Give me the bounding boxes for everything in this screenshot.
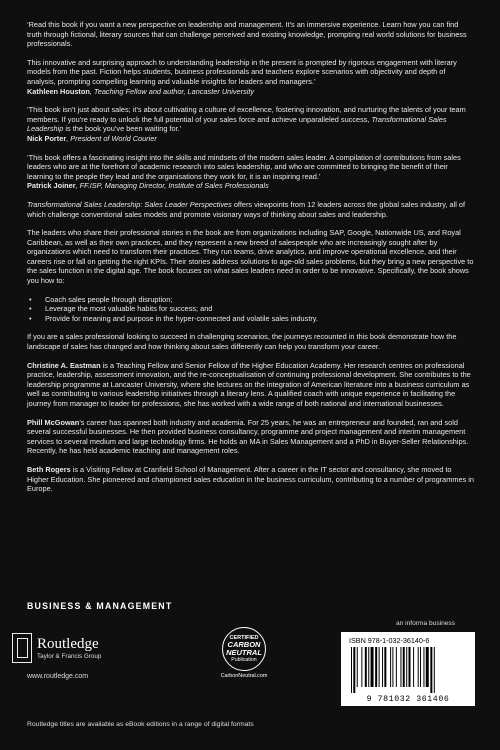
quote-1-role: , Teaching Fellow and author, Lancaster University — [89, 86, 255, 96]
author-bio-3 — [27, 465, 475, 494]
publisher-group: Taylor & Francis Group — [37, 652, 102, 660]
quote-2-text-end: is the book you’ve been waiting for.’ — [63, 124, 182, 134]
closing-paragraph: If you are a sales professional looking to succeed in challenging scenarios, the journeys recounted in this book demonstrate how the landscape of sales has changed and how thinking about sales differently can help you transform your career. — [27, 332, 457, 352]
intro-text: offers viewpoints from 12 leaders across the global sales industry, all of which challenge conventional sales models and promote visionary ways of thinking about sales and leadership. — [27, 199, 466, 219]
author-bio-text: is a Visiting Fellow at Cranfield School of Management. After a career in the IT sector and consultancy, she moved to Higher Education. She pioneered and championed sales education in the business curriculum, contributing to a number of programmes in Europe. — [27, 464, 475, 494]
publisher-website: www.routledge.com — [27, 673, 89, 680]
review-quote-2 — [27, 105, 475, 143]
ebook-footer-note: Routledge titles are available as eBook editions in a range of digital formats — [27, 721, 254, 728]
review-quote-3 — [27, 153, 475, 191]
carbon-line-3: NEUTRAL — [226, 648, 262, 657]
list-item: • Coach sales people through disruption; — [27, 295, 475, 305]
author-bio-text: ’s career has spanned both industry and academia. For 25 years, he was an entrepreneur and founded, ran and sold several successful businesses. He then provided business consultancy, programme and project management and interim management services to several medium and large technology firms. He holds an MA in Sales Management and a PhD in Buyer-Seller Relationships. Recently, he has held academic teaching and management roles. — [27, 417, 469, 456]
quote-2-name: Nick Porter — [27, 133, 67, 143]
body-paragraph: The leaders who share their professional stories in the book are from organizations including SAP, Google, Nationwide US, and Royal Caribbean, as well as their own practices, and they represent a new breed of salespeople who are increasingly sought after by organizations which need to transform their practices. They run teams, drive analytics, and improve operational excellence, and their careers rise or fall on getting the right KPIs. Their stories address solutions to age-old sales problems, but they bring a new perspective to the sales function in the digital age. The book focuses on what sales leaders need in order to be innovative. Specifically, the book shows you how to: — [27, 228, 474, 286]
quote-3-text: ‘This book offers a fascinating insight into the skills and mindsets of the modern sales leader. A compilation of contributions from sales leaders who are at the forefront of academic research into sales leadership, and who are committed to bringing the benefit of their learning to the people they lead and the organisations they work for, it is an inspiring read.’ — [27, 152, 461, 181]
quote-1-text: ‘Read this book if you want a new perspective on leadership and management. It’s an immersive experience. Learn how you can find truth through fictional, literary sources that can challenge perceived and existing knowledge, prompting real world solutions for business professionals. — [27, 20, 467, 49]
author-bio-2 — [27, 418, 475, 456]
list-item: • Leverage the most valuable habits for success; and — [27, 304, 475, 314]
quote-1-name: Kathleen Houston — [27, 86, 90, 96]
subject-category: BUSINESS & MANAGEMENT — [27, 601, 173, 611]
author-bio-text: is a Teaching Fellow and Senior Fellow of the Higher Education Academy. Her research centres on professional practice, leadership, assessment innovation, and the re-conceptualisation of continuing professional development. She contributes to the leadership programme at Lancaster University, where she lectures on the integration of American literature into a business curriculum as well as contributing to various leadership initiatives through a literary lens. A qualified coach with unique experience in facilitating the journey from manager to leader for professions, she has worked with a wide range of both national and international businesses. — [27, 360, 471, 408]
carbon-neutral-badge — [218, 627, 270, 679]
quote-2-book-title: Transformational Sales Leadership — [27, 114, 447, 134]
quote-1-attribution — [27, 87, 475, 97]
quote-3-name: Patrick Joiner — [27, 181, 76, 191]
quote-3-role: , FF.ISP, Managing Director, Institute of Sales Professionals — [75, 181, 269, 191]
isbn-barcode — [341, 632, 475, 706]
barcode-icon — [349, 647, 467, 693]
author-name: Christine A. Eastman — [27, 360, 101, 370]
quote-1-text-2: This innovative and surprising approach to understanding leadership in the present is prompted by rigorous engagement with literary models from the past. Fiction helps students, business professionals and teachers explore scenarios with objectivity and depth of analysis, prompting compelling learning and valuable insights for leaders and managers.’ — [27, 57, 457, 86]
quote-2-role: , President of World Courier — [66, 133, 157, 143]
routledge-logo-icon — [12, 633, 32, 663]
list-item: • Provide for meaning and purpose in the hyper-connected and volatile sales industry. — [27, 314, 475, 324]
book-title: Transformational Sales Leadership: Sales Leader Perspectives — [27, 199, 232, 209]
carbon-neutral-site: CarbonNeutral.com — [220, 673, 268, 679]
author-bio-1 — [27, 361, 475, 409]
author-name: Phill McGowan — [27, 417, 80, 427]
intro-paragraph — [27, 200, 475, 219]
review-quote-1 — [27, 20, 475, 96]
informa-tagline: an informa business — [396, 620, 456, 627]
isbn-label: ISBN 978-1-032-36140-6 — [349, 636, 430, 645]
author-name: Beth Rogers — [27, 464, 71, 474]
barcode-digits: 9 781032 361406 — [366, 695, 450, 704]
quote-2-text — [27, 105, 475, 134]
publisher-name: Routledge — [37, 635, 99, 652]
back-cover-text — [27, 20, 475, 503]
carbon-line-4: Publication — [231, 657, 257, 663]
publisher-logo — [12, 633, 101, 663]
quote-3-attribution — [27, 181, 475, 191]
carbon-line-2: CARBON — [227, 640, 261, 649]
quote-2-text-start: ‘This book isn’t just about sales; it’s about cultivating a culture of excellence, fostering innovation, and nurturing the talents of your team members. If you’re ready to unlock the full potential of your sales force and achieve unparalleled success, — [27, 105, 466, 124]
carbon-line-1: CERTIFIED — [229, 635, 259, 641]
carbon-neutral-icon — [222, 627, 266, 671]
benefits-list — [27, 295, 475, 324]
quote-2-attribution — [27, 134, 475, 144]
